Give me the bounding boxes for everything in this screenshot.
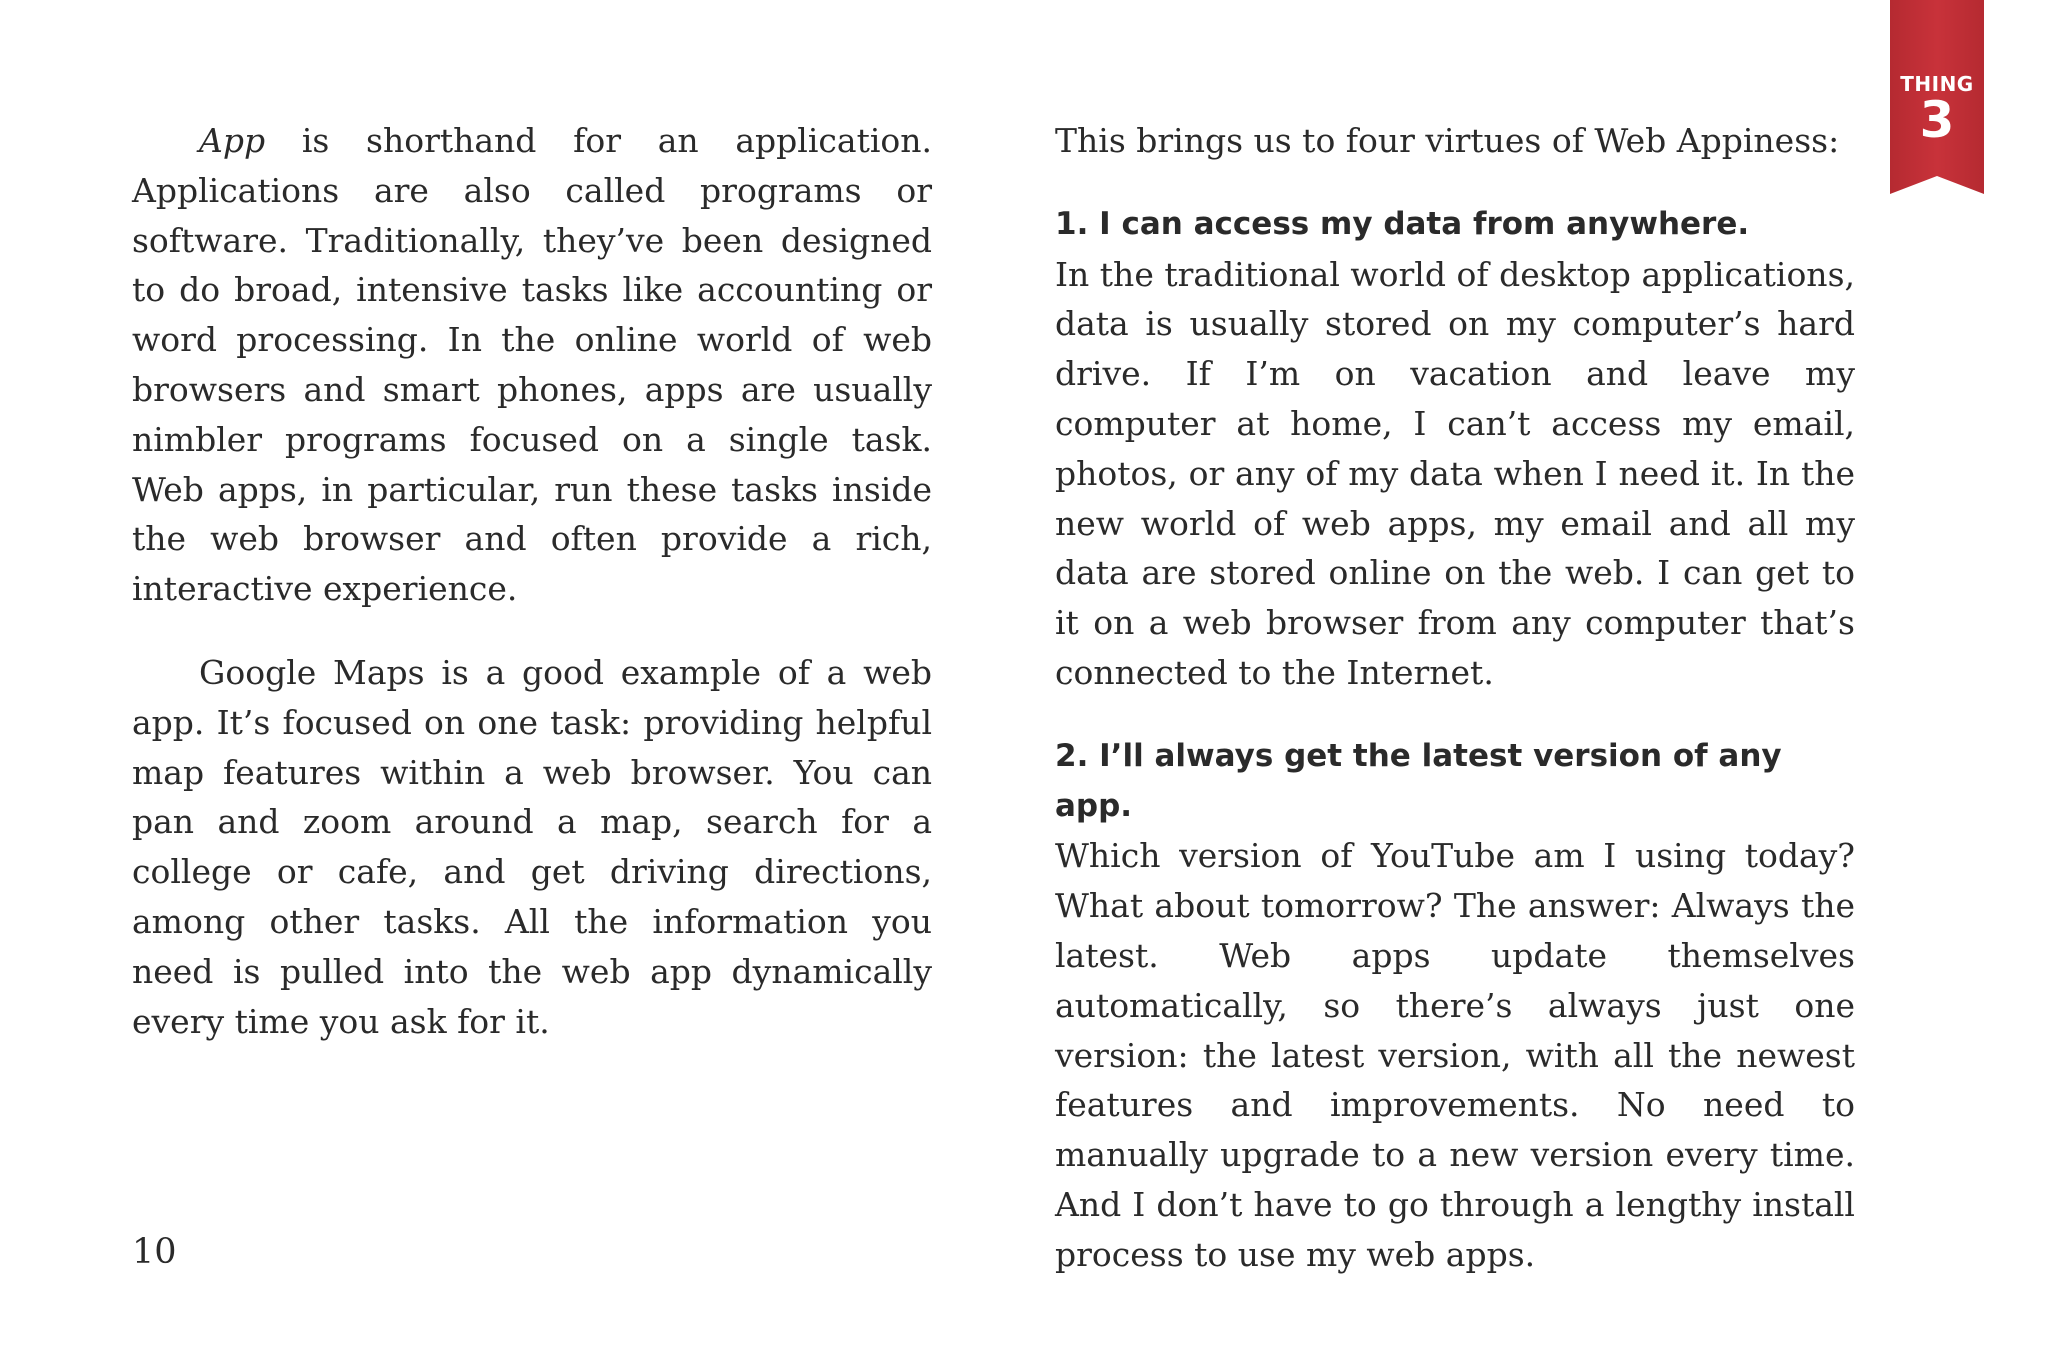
virtue-2-heading: 2. I’ll always get the latest version of any app. [1055,737,1782,824]
bookmark-label: THING [1900,72,1974,96]
virtues-intro: This brings us to four virtues of Web Appiness: [1055,121,1840,160]
left-column [132,116,932,1080]
virtue-1-body: In the traditional world of desktop applications, data is usually stored on my computer’s hard drive. If I’m on vacation and leave my computer at home, I can’t access my email, photos, or any of my data when I need it. In the new world of web apps, my email and all my data are stored online on the web. I can get to it on a web browser from any computer that’s connected to the Internet. [1055,254,1855,692]
bookmark-number: 3 [1919,91,1955,149]
page-number: 10 [132,1232,177,1272]
paragraph-app-definition [132,116,932,614]
chapter-bookmark [1890,0,1984,198]
paragraph-google-maps: Google Maps is a good example of a web app. It’s focused on one task: providing helpful map features within a web browser. You can pan and zoom around a map, search for a college or cafe, and get driving directions, among other tasks. All the information you need is pulled into the web app dynamically every time you ask for it. [132,652,932,1041]
virtue-2-body: Which version of YouTube am I using today? What about tomorrow? The answer: Always the latest. Web apps update themselves automatically, so there’s always just one version: the latest version, with all the newest features and improvements. No need to manually upgrade to a new version every time. And I don’t have to go through a lengthy install process to use my web apps. [1055,836,1855,1274]
app-term: App [199,121,266,160]
virtue-1-heading: 1. I can access my data from anywhere. [1055,205,1750,242]
app-definition-text: is shorthand for an application. Applications are also called programs or software. Traditionally, they’ve been designed to do broad, intensive tasks like accounting or word processing. In the online world of web browsers and smart phones, apps are usually nimbler programs focused on a single task. Web apps, in particular, run these tasks inside the web browser and often provide a rich, interactive experience. [132,121,932,609]
right-column [1055,116,1855,1314]
